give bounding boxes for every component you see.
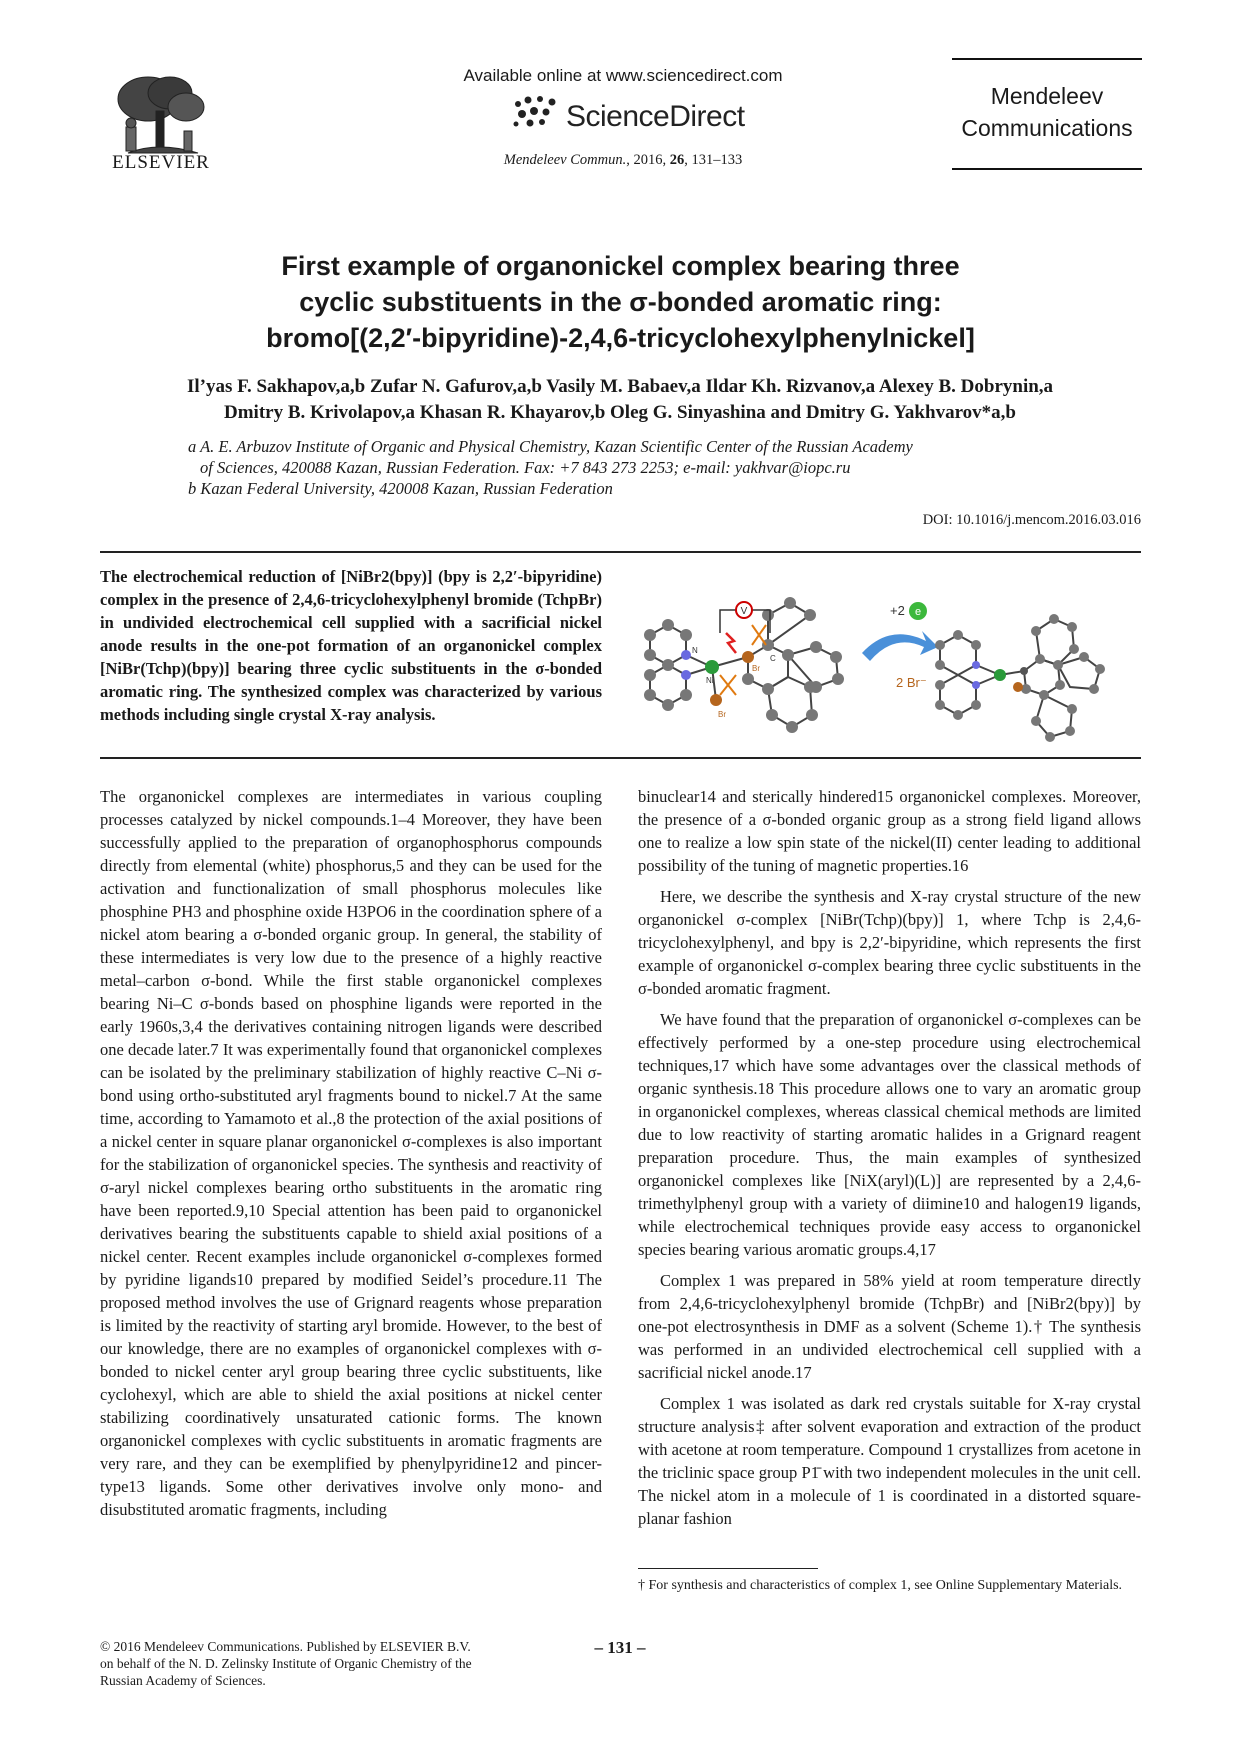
doi-link[interactable]: DOI: 10.1016/j.mencom.2016.03.016	[922, 512, 1141, 528]
abstract-top-rule	[100, 551, 1141, 553]
affiliations	[188, 436, 1068, 499]
footnote: † For synthesis and characteristics of complex 1, see Online Supplementary Materials.	[638, 1578, 1123, 1593]
journal-name-line2: Communications	[961, 115, 1133, 141]
bromide-label: 2 Br⁻	[896, 675, 927, 690]
available-online-link[interactable]: Available online at www.sciencedirect.com	[463, 66, 783, 85]
article-title	[200, 248, 1041, 356]
title-line3: bromo[(2,2′-bipyridine)-2,4,6-tricyclohexylphenylnickel]	[266, 323, 975, 353]
abstract-bottom-rule	[100, 757, 1141, 759]
affiliation-b: b Kazan Federal University, 420008 Kazan, Russian Federation	[188, 479, 613, 498]
journal-name-line1: Mendeleev	[990, 83, 1104, 109]
title-line2: cyclic substituents in the σ-bonded aromatic ring:	[299, 287, 942, 317]
authors-line1: Il’yas F. Sakhapov,a,b Zufar N. Gafurov,a,b Vasily M. Babaev,a Ildar Kh. Rizvanov,a Alexey B. Dobrynin,a	[186, 376, 1054, 397]
body-paragraph: Complex 1 was isolated as dark red crystals suitable for X-ray crystal structure analysis‡ after solvent evaporation and extraction of the product with acetone at room temperature. Compound 1 crystallizes from acetone in the triclinic space group P1̄ with two independent molecules in the unit cell. The nickel atom in a molecule of 1 is coordinated in a distorted square-planar fashion	[638, 1394, 1141, 1528]
citation	[438, 152, 808, 169]
journal-name	[952, 80, 1142, 144]
atom-label-n: N	[692, 646, 698, 655]
body-paragraph: Here, we describe the synthesis and X-ray crystal structure of the new organonickel σ-complex [NiBr(Tchp)(bpy)] 1, where Tchp is 2,4,6-tricyclohexylphenyl, and bpy is 2,2′-bipyridine, which represents the first example of organonickel σ-complex bearing three cyclic substituents in the σ-bonded aromatic fragment.	[638, 887, 1141, 998]
electron-symbol: e	[914, 606, 922, 618]
citation-year: , 2016,	[626, 152, 670, 168]
citation-journal: Mendeleev Commun.	[503, 152, 627, 168]
body-paragraph: The organonickel complexes are intermediates in various coupling processes catalyzed by nickel compounds.1–4 Moreover, they have been successfully applied to the preparation of organophosphorus compounds directly from elemental (white) phosphorus,5 and they can be used for the activation and functionalization of small phosphorus molecules like phosphine PH3 and phosphine oxide H3PO6 in the coordination sphere of a nickel atom bearing a σ-bonded organic group. In general, the stability of these intermediates is very low due to the presence of a highly reactive metal–carbon σ-bond. While the first stable organonickel complexes bearing Ni–C σ-bonds based on phosphine ligands were reported in the early 1960s,3,4 the derivatives containing nitrogen ligands were described one decade later.7 It was experimentally found that organonickel complexes can be isolated by the preliminary stabilization of highly reactive C–Ni σ-bond using ortho-substituted aryl fragments bound to nickel.7 At the same time, according to Yamamoto et al.,8 the protection of the axial positions of a nickel center in square planar organonickel σ-complexes is also important for the stabilization of organonickel species. The synthesis and reactivity of σ-aryl nickel complexes bearing ortho substituents in the aromatic ring have been reported.9,10 Special attention has been paid to organonickel derivatives bearing the substituents capable to shield axial positions of a nickel center. Recent examples include organonickel σ-complexes formed by pyridine ligands10 prepared by modified Seidel’s procedure.11 The proposed method involves the use of Grignard reagents whose preparation is limited by the reactivity of starting aryl bromide. However, to the best of our knowledge, there are no examples of organonickel complexes with σ-bonded to nickel center aryl group bearing three cyclic substituents, like cyclohexyl, which are able to shield the axial positions at nickel center stabilizing coordinatively unsaturated cationic forms. The known organonickel complexes with cyclic substituents in aromatic fragments are very rare, and they can be exemplified by phenylpyridine12 and pincer-type13 ligands. Some other derivatives involve only mono- and disubstituted aromatic fragments, including	[100, 787, 602, 1519]
atom-label-br: Br	[718, 710, 726, 719]
title-line1: First example of organonickel complex bearing three	[281, 251, 960, 281]
atom-label-c: C	[770, 654, 776, 663]
body-column-left	[100, 785, 602, 1521]
sciencedirect-wordmark: ScienceDirect	[566, 100, 745, 133]
reaction-scheme-graphic	[640, 575, 1110, 750]
authors-line2: Dmitry B. Krivolapov,a Khasan R. Khayarov,b Oleg G. Sinyashina and Dmitry G. Yakhvarov*a,b	[224, 402, 1016, 423]
page-number: – 131 –	[594, 1638, 646, 1657]
body-paragraph: We have found that the preparation of organonickel σ-complexes can be effectively performed by a one-step procedure using electrochemical techniques,17 which have some advantages over the classical methods of organic synthesis.18 This procedure allows one to vary an aromatic group in organonickel complexes, whereas classical chemical methods are limited due to low reactivity of starting aromatic halides in a Grignard reagent preparation procedure. Thus, the main examples of synthesized organonickel complexes like [NiX(aryl)(L)] are represented by a 2,4,6-trimethylphenyl group with a variety of diimine10 and halogen19 ligands, while electrochemical techniques provide easy access to organonickel species bearing various aromatic groups.4,17	[638, 1010, 1141, 1259]
copyright-line3: Russian Academy of Sciences.	[100, 1673, 266, 1688]
footnote-rule	[638, 1568, 818, 1569]
citation-volume: 26	[669, 152, 685, 168]
voltmeter-label: V	[740, 606, 748, 617]
affiliation-a-line2: of Sciences, 420088 Kazan, Russian Federation. Fax: +7 843 273 2253; e-mail: yakhvar@iopc.ru	[200, 458, 851, 477]
body-column-right	[638, 785, 1141, 1530]
copyright-notice	[100, 1638, 540, 1689]
citation-pages: , 131–133	[684, 152, 743, 168]
copyright-line1: © 2016 Mendeleev Communications. Published by ELSEVIER B.V.	[100, 1639, 471, 1654]
authors	[120, 374, 1120, 426]
body-paragraph: binuclear14 and sterically hindered15 organonickel complexes. Moreover, the presence of a σ-bonded organic group as a strong field ligand allows one to realize a low spin state of the nickel(II) center leading to additional possibility of the tuning of magnetic properties.16	[638, 787, 1141, 875]
atom-label-ni: Ni	[706, 676, 714, 685]
graphical-abstract-text: The electrochemical reduction of [NiBr2(bpy)] (bpy is 2,2′-bipyridine) complex in the presence of 2,4,6-tricyclohexylphenyl bromide (TchpBr) in undivided electrochemical cell supplied with a sacrificial nickel anode results in the one-pot formation of an organonickel complex [NiBr(Tchp)(bpy)] bearing three cyclic substituents in the σ-bonded aromatic ring. The synthesized complex was characterized by various methods including single crystal X-ray analysis.	[100, 567, 602, 724]
copyright-line2: on behalf of the N. D. Zelinsky Institute of Organic Chemistry of the	[100, 1656, 472, 1671]
body-paragraph: Complex 1 was prepared in 58% yield at room temperature directly from 2,4,6-tricyclohexylphenyl bromide (TchpBr) and [NiBr2(bpy)] by one-pot electrosynthesis in DMF as a solvent (Scheme 1).† The synthesis was performed in an undivided electrochemical cell supplied with a sacrificial nickel anode.17	[638, 1271, 1141, 1382]
publisher-name: ELSEVIER	[112, 152, 210, 173]
affiliation-a-line1: a A. E. Arbuzov Institute of Organic and Physical Chemistry, Kazan Scientific Center of the Russian Academy	[188, 437, 913, 456]
atom-label-br-2: Br	[752, 664, 760, 673]
electron-count: +2	[890, 603, 905, 618]
